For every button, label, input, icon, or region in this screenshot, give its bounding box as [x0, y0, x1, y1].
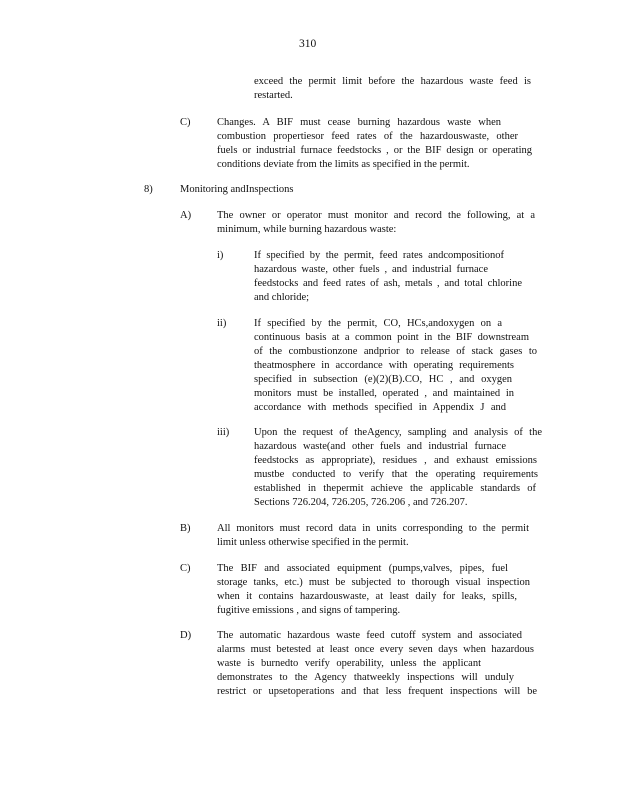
subsection-line: mustbe conducted to verify that the operating requirements — [254, 469, 538, 480]
subsection-line: hazardous waste(and other fuels and industrial furnace — [254, 441, 506, 452]
subsection-line: and chloride; — [254, 292, 310, 303]
subsection-line: theatmosphere in accordance with operating requirements — [254, 360, 514, 371]
subsection-line: If specified by the permit, feed rates andcompositionof — [254, 250, 504, 261]
section-line: storage tanks, etc.) must be subjected to thorough visual inspection — [217, 577, 530, 588]
section-line: restrict or upsetoperations and that less frequent inspections will be — [217, 686, 537, 697]
subsection-line: feedstocks as appropriate), residues , and exhaust emissions — [254, 455, 537, 466]
subsection-line: continuous basis at a common point in the BIF downstream — [254, 332, 529, 343]
section-line: limit unless otherwise specified in the permit. — [217, 537, 409, 548]
section-line: Changes. A BIF must cease burning hazardous waste when — [217, 117, 501, 128]
section-label: 8) — [144, 184, 153, 195]
section-line: minimum, while burning hazardous waste: — [217, 224, 397, 235]
section-line: conditions deviate from the limits as specified in the permit. — [217, 159, 470, 170]
section-label: B) — [180, 523, 191, 534]
section-line: The BIF and associated equipment (pumps,valves, pipes, fuel — [217, 563, 508, 574]
section-label: D) — [180, 630, 192, 641]
section-label: C) — [180, 117, 191, 128]
section-title: Monitoring andInspections — [180, 184, 294, 195]
intro-line: restarted. — [254, 90, 293, 101]
subsection-label: i) — [217, 250, 224, 261]
subsection-line: monitors must be installed, operated , and maintained in — [254, 388, 514, 399]
section-line: All monitors must record data in units corresponding to the permit — [217, 523, 529, 534]
subsection-line: Upon the request of theAgency, sampling and analysis of the — [254, 427, 542, 438]
subsection-label: ii) — [217, 318, 227, 329]
section-line: alarms must betested at least once every seven days when hazardous — [217, 644, 534, 655]
subsection-line: of the combustionzone andprior to release of stack gases to — [254, 346, 537, 357]
section-line: combustion propertiesor feed rates of the hazardouswaste, other — [217, 131, 518, 142]
section-line: fuels or industrial furnace feedstocks , or the BIF design or operating — [217, 145, 532, 156]
subsection-line: feedstocks and feed rates of ash, metals , and total chlorine — [254, 278, 522, 289]
section-line: fugitive emissions , and signs of tampering. — [217, 605, 401, 616]
section-line: when it contains hazardouswaste, at least daily for leaks, spills, — [217, 591, 517, 602]
section-line: The automatic hazardous waste feed cutoff system and associated — [217, 630, 522, 641]
subsection-line: specified in subsection (e)(2)(B).CO, HC , and oxygen — [254, 374, 512, 385]
section-line: demonstrates to the Agency thatweekly inspections will unduly — [217, 672, 514, 683]
subsection-line: If specified by the permit, CO, HCs,andoxygen on a — [254, 318, 502, 329]
section-line: waste is burnedto verify operability, unless the applicant — [217, 658, 481, 669]
subsection-line: accordance with methods specified in Appendix J and — [254, 402, 506, 413]
subsection-line: established in thepermit achieve the applicable standards of — [254, 483, 536, 494]
subsection-line: Sections 726.204, 726.205, 726.206 , and 726.207. — [254, 497, 468, 508]
page-number: 310 — [299, 38, 317, 50]
subsection-label: iii) — [217, 427, 230, 438]
section-label: A) — [180, 210, 192, 221]
section-line: The owner or operator must monitor and record the following, at a — [217, 210, 535, 221]
subsection-line: hazardous waste, other fuels , and industrial furnace — [254, 264, 488, 275]
intro-line: exceed the permit limit before the hazardous waste feed is — [254, 76, 531, 87]
section-label: C) — [180, 563, 191, 574]
